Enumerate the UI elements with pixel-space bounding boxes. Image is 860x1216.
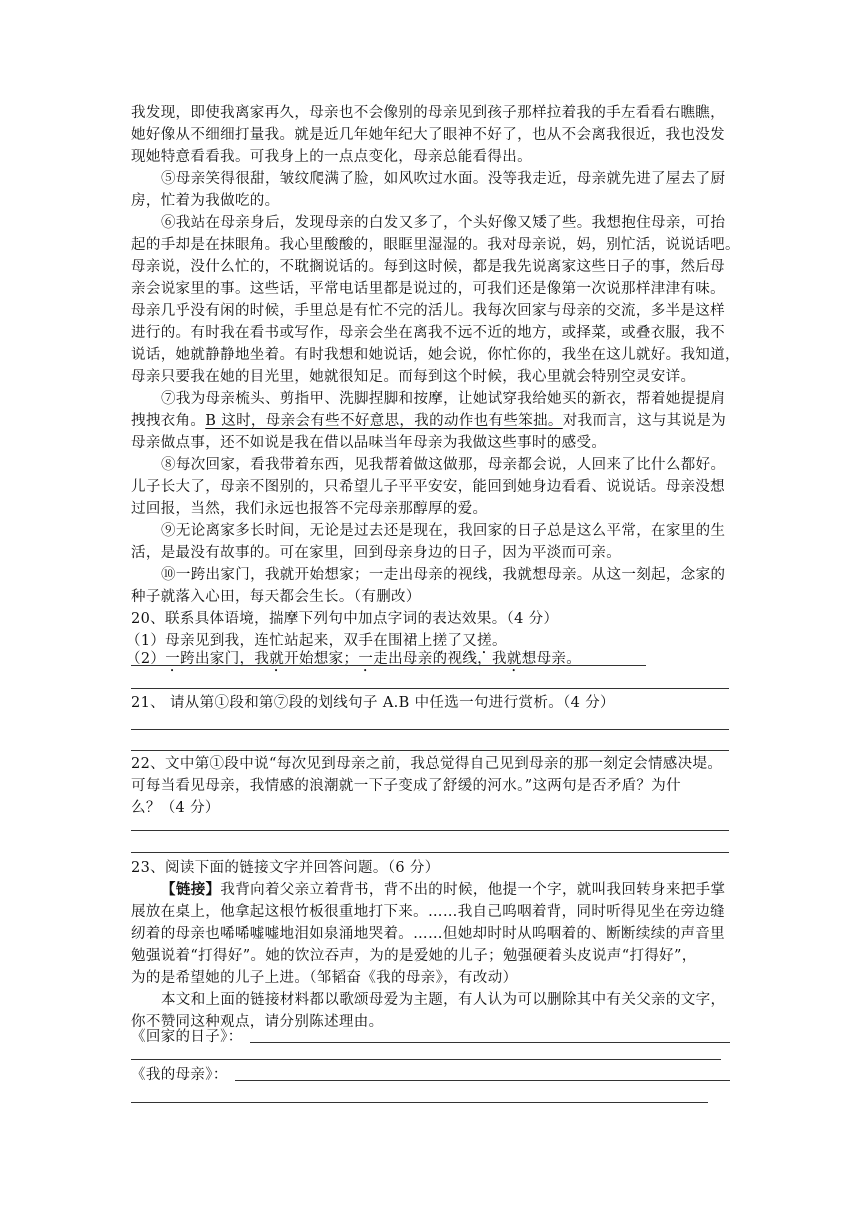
paragraph-10: ⑩一跨出家门，我就开始想家；一走出母亲的视线，我就想母亲。从这一刻起，念家的	[161, 567, 726, 583]
passage-line: 房，忙着为我做吃的。	[131, 193, 280, 209]
passage-line: 过回报，当然，我们永远也报答不完母亲那醇厚的爱。	[131, 501, 488, 517]
passage-line: 起的手却是在抹眼角。我心里酸酸的，眼眶里湿湿的。我对母亲说，妈，别忙活，说说话吧。	[131, 237, 740, 253]
question-20-title: 20、联系具体语境，揣摩下列句中加点字词的表达效果。（4 分）	[131, 611, 559, 627]
question-22-line: 么？（4 分）	[131, 800, 220, 816]
dotted-word: 就	[269, 651, 285, 667]
question-23-prompt: 本文和上面的链接材料都以歌颂母爱为主题，有人认为可以删除其中有关父亲的文字，	[161, 992, 726, 1008]
passage-line: 我发现，即使我离家再久，母亲也不会像别的母亲见到孩子那样拉着我的手左看看右瞧瞧，	[131, 105, 725, 121]
answer-line[interactable]	[131, 852, 729, 853]
passage-line: 种子就落入心田，每天都会生长。（有删改）	[131, 589, 421, 605]
passage-text: 拽拽衣角。	[131, 413, 206, 429]
sentence-text: 想母亲。	[521, 651, 582, 667]
link-line: 勉强说着“打得好”。她的饮泣吞声，为的是爱她的儿子；勉强硬着头皮说声“打得好”，	[131, 948, 697, 964]
passage-line: 她好像从不细细打量我。就是近几年她年纪大了眼神不好了，也从不会离我很近，我也没发	[131, 127, 725, 143]
passage-line: 母亲几乎没有闲的时候，手里总是有忙不完的活儿。我每次回家与母亲的交流，多半是这样	[131, 303, 725, 319]
dotted-words: 搓了又搓	[432, 633, 492, 649]
paragraph-5: ⑤母亲笑得很甜，皱纹爬满了脸，如风吹过水面。没等我走近，母亲就先进了屋去了厨	[161, 171, 726, 187]
link-line: 为的是希望她的儿子上进。（邹韬奋《我的母亲》，有改动）	[131, 970, 518, 986]
sentence-text: （1）母亲见到我，连忙站起来，双手在围裙上	[126, 633, 433, 649]
paragraph-8: ⑧每次回家，看我带着东西，见我帮着做这做那，母亲都会说，人回来了比什么都好。	[161, 457, 726, 473]
paragraph-6: ⑥我站在母亲身后，发现母亲的白发又多了，个头好像又矮了些。我想抱住母亲，可抬	[161, 215, 726, 231]
sentence-text: （2）	[126, 651, 166, 667]
question-22: 22、文中第①段中说“每次见到母亲之前，我总觉得自己见到母亲的那一刻定会情感决堤。	[131, 756, 723, 772]
link-passage	[161, 879, 725, 901]
dotted-word: 就	[506, 651, 522, 667]
answer-line[interactable]	[131, 729, 729, 730]
question-22-line: 可每当看见母亲，我情感的浪潮就一下子变成了舒缓的河水。”这两句是否矛盾？为什	[131, 778, 681, 794]
answer-line[interactable]	[131, 688, 729, 689]
sentence-text: 。	[491, 633, 507, 649]
passage-line: 母亲说，没什么忙的，不耽搁说话的。每到这时候，都是我先说离家这些日子的事，然后母	[131, 259, 725, 275]
question-21: 21、 请从第①段和第⑦段的划线句子 A.B 中任选一句进行赏析。（4 分）	[131, 695, 615, 711]
passage-line: 母亲只要我在她的目光里，她就很知足。而每到这个时候，我心里就会特别空灵安详。	[131, 369, 696, 385]
answer-line[interactable]	[131, 1102, 708, 1103]
sentence-text: 跨出家门，我	[180, 651, 270, 667]
sentence-text: 开始想家；	[284, 651, 359, 667]
passage-line: 现她特意看看我。可我身上的一点点变化，母亲总能看得出。	[131, 149, 532, 165]
question-23-prompt: 你不赞同这种观点，请分别陈述理由。	[131, 1014, 384, 1030]
answer-label-my-mother: 《我的母亲》：	[131, 1067, 228, 1083]
answer-line[interactable]	[131, 830, 729, 831]
passage-line: 母亲做点事，还不如说是我在借以品味当年母亲为我做这些事时的感受。	[131, 435, 607, 451]
answer-line[interactable]	[235, 1080, 730, 1081]
answer-line[interactable]	[131, 750, 729, 751]
link-text: 我背向着父亲立着背书，背不出的时候，他提一个字，就叫我回转身来把手掌	[220, 882, 726, 898]
passage-line: 活，是最没有故事的。可在家里，回到母亲身边的日子，因为平淡而可亲。	[131, 545, 622, 561]
link-line: 展放在桌上，他拿起这根竹板很重地打下来。……我自己呜咽着背，同时听得见坐在旁边缝	[131, 904, 725, 920]
passage-line: 进行的。有时我在看书或写作，母亲会坐在离我不远不近的地方，或择菜，或叠衣服，我不	[131, 325, 725, 341]
answer-line[interactable]	[250, 1042, 730, 1043]
passage-text: 对我而言，这与其说是为	[562, 413, 727, 429]
sentence-text: 走出母亲的视线，我	[373, 651, 507, 667]
answer-line[interactable]	[131, 1059, 721, 1060]
passage-line: 儿子长大了，母亲不图别的，只希望儿子平平安安，能回到她身边看看、说说话。母亲没想	[131, 479, 725, 495]
passage-line: 说话，她就静静地坐着。有时我想和她说话，她会说，你忙你的，我坐在这儿就好。我知道，	[131, 347, 740, 363]
passage-line: 亲会说家里的事。这些话，平常电话里都是说过的，可我们还是像第一次说那样津津有味。	[131, 281, 725, 297]
question-20-sentence-2	[126, 648, 581, 675]
link-label: 【链接】	[161, 881, 221, 898]
paragraph-7: ⑦我为母亲梳头、剪指甲、洗脚捏脚和按摩，让她试穿我给她买的新衣，帮着她提提肩	[161, 391, 726, 407]
answer-label-home-days: 《回家的日子》：	[131, 1029, 243, 1045]
passage-line	[131, 410, 726, 432]
link-line: 纫着的母亲也唏唏嘘嘘地泪如泉涌地哭着。……但她却时时从呜咽着的、断断续续的声音里	[131, 926, 725, 942]
dotted-word: 一	[358, 651, 374, 667]
question-23-title: 23、阅读下面的链接文字并回答问题。（6 分）	[131, 860, 440, 876]
dotted-word: 一	[165, 651, 181, 667]
paragraph-9: ⑨无论离家多长时间，无论是过去还是现在，我回家的日子总是这么平常，在家里的生	[161, 523, 726, 539]
underlined-sentence-b: B 这时，母亲会有些不好意思，我的动作也有些笨拙。	[205, 413, 563, 429]
